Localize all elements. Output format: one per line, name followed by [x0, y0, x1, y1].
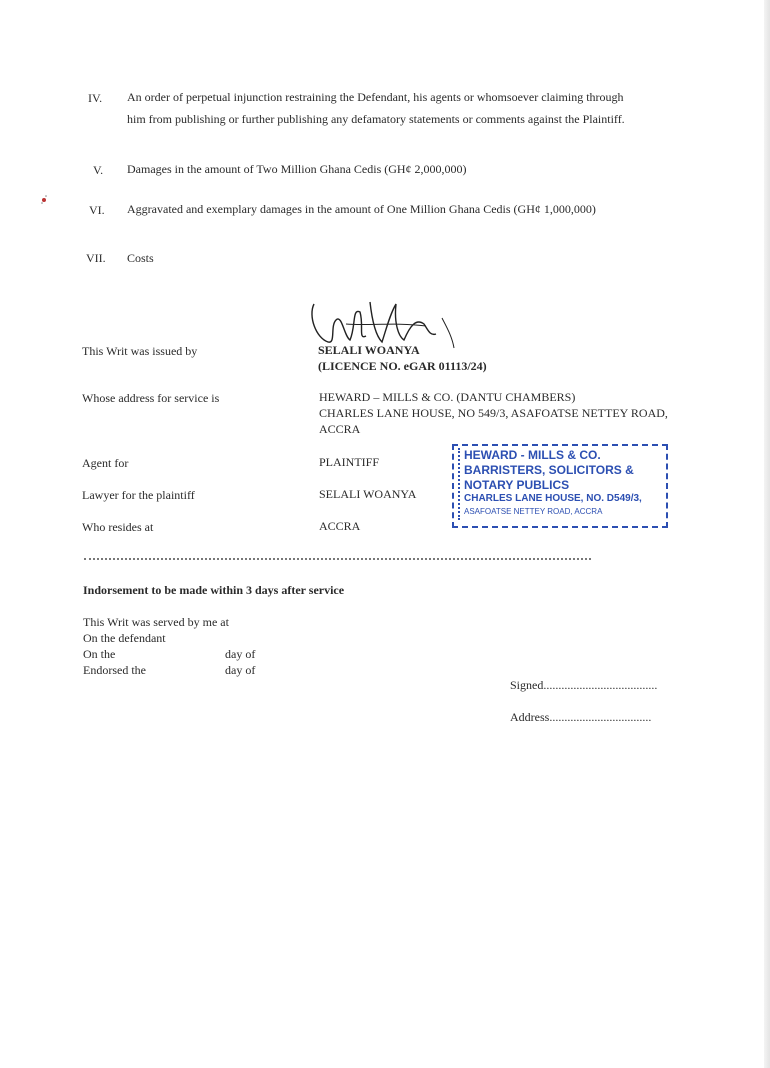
address-signature-line: Address.................................. [510, 710, 652, 724]
served-by-line: This Writ was served by me at [83, 615, 229, 629]
relief-vi-line-1: Aggravated and exemplary damages in the amount of One Million Ghana Cedis (GH¢ 1,000,000) [127, 202, 596, 216]
stamp-line-5: ASAFOATSE NETTEY ROAD, ACCRA [464, 507, 603, 516]
issuer-name: SELALI WOANYA [318, 343, 420, 357]
resides-value: ACCRA [319, 519, 361, 533]
endorsed-day-of: day of [225, 663, 256, 677]
firm-stamp [452, 444, 668, 528]
on-the-label: On the [83, 647, 116, 661]
agent-value: PLAINTIFF [319, 455, 380, 469]
address-line-2: CHARLES LANE HOUSE, NO 549/3, ASAFOATSE NETTEY ROAD, [319, 406, 668, 420]
address-line-3: ACCRA [319, 422, 361, 436]
relief-numeral-v: V. [93, 163, 104, 177]
resides-label: Who resides at [82, 520, 154, 534]
relief-iv-line-2: him from publishing or further publishing any defamatory statements or comments against the Plaintiff. [127, 112, 625, 126]
issued-by-label: This Writ was issued by [82, 344, 198, 358]
dotted-divider [84, 558, 591, 562]
relief-iv-line-1: An order of perpetual injunction restraining the Defendant, his agents or whomsoever claiming through [127, 90, 624, 104]
relief-vii-line-1: Costs [127, 251, 154, 265]
relief-v-line-1: Damages in the amount of Two Million Ghana Cedis (GH¢ 2,000,000) [127, 162, 467, 176]
address-label: Whose address for service is [82, 391, 220, 405]
on-the-day-of: day of [225, 647, 256, 661]
relief-numeral-vi: VI. [89, 203, 105, 217]
page-edge-shadow [764, 0, 770, 1068]
agent-label: Agent for [82, 456, 129, 470]
stamp-line-4: CHARLES LANE HOUSE, NO. D549/3, [464, 493, 642, 504]
signed-line: Signed...................................... [510, 678, 658, 692]
stamp-line-3: NOTARY PUBLICS [464, 478, 570, 492]
scan-smudge-mark [40, 195, 48, 205]
lawyer-value: SELALI WOANYA [319, 487, 417, 501]
relief-numeral-iv: IV. [88, 91, 103, 105]
lawyer-label: Lawyer for the plaintiff [82, 488, 195, 502]
on-defendant-line: On the defendant [83, 631, 166, 645]
address-line-1: HEWARD – MILLS & CO. (DANTU CHAMBERS) [319, 390, 576, 404]
stamp-line-2: BARRISTERS, SOLICITORS & [464, 463, 634, 477]
endorsed-the-label: Endorsed the [83, 663, 146, 677]
stamp-line-1: HEWARD - MILLS & CO. [464, 448, 601, 462]
relief-numeral-vii: VII. [86, 251, 106, 265]
issuer-licence: (LICENCE NO. eGAR 01113/24) [318, 359, 487, 373]
indorsement-heading: Indorsement to be made within 3 days after service [83, 583, 345, 597]
